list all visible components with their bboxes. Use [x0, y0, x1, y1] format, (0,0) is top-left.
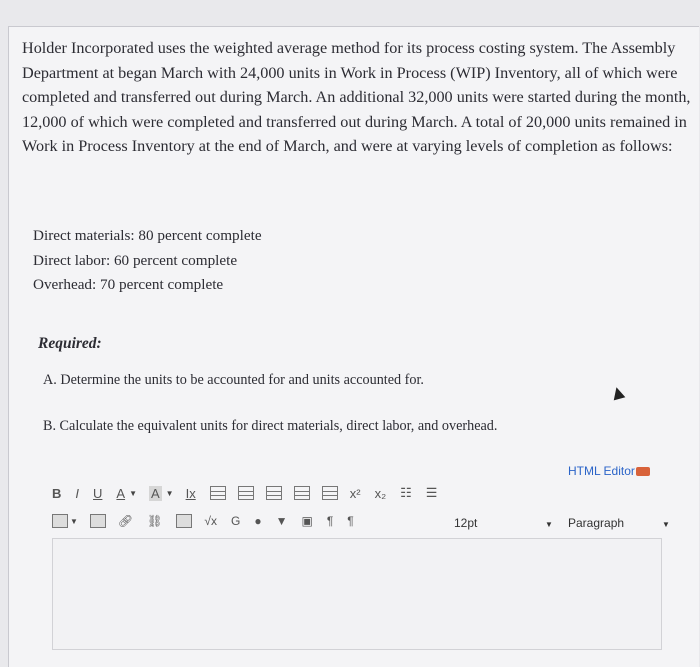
embed-icon[interactable]: ● [254, 514, 262, 528]
html-editor-toggle[interactable] [568, 464, 650, 478]
align-center-icon[interactable] [238, 486, 254, 500]
editor-toolbar-row2 [52, 514, 368, 528]
link-icon[interactable]: 🔗︎ [117, 514, 134, 528]
unlink-icon[interactable]: ⛓ [147, 514, 163, 528]
completion-direct-labor: Direct labor: 60 percent complete [33, 251, 238, 269]
paragraph-format-select[interactable]: Paragraph [568, 516, 625, 530]
part-b: B. Calculate the equivalent units for direct materials, direct labor, and overhead. [43, 418, 498, 434]
completion-overhead: Overhead: 70 percent complete [33, 276, 224, 293]
font-size-select[interactable]: 12pt [454, 516, 478, 530]
required-heading: Required: [38, 335, 102, 352]
font-size-dropdown-icon[interactable]: ▼ [545, 520, 553, 529]
highlight-dropdown-icon[interactable]: ▼ [165, 488, 174, 498]
completion-list [33, 224, 262, 298]
editor-toolbar-row1 [52, 485, 451, 501]
align-right-icon[interactable] [266, 486, 282, 500]
font-color-dropdown-icon[interactable]: ▼ [129, 488, 137, 498]
italic-button[interactable]: I [75, 485, 80, 501]
clear-format-button[interactable]: Ix [185, 485, 196, 501]
paragraph-rtl-button[interactable]: ¶ [347, 514, 354, 528]
question-intro: Holder Incorporated uses the weighted average method for its process costing system. The Assembly Department at began March with 24,000 units in Work in Process (WIP) Inventory, all of which were completed and transferred out during March. An additional 32,000 units were started during the month, 12,000 of which were completed and transferred out during March. A total of 20,000 units remained in Work in Process Inventory at the end of March, and were at varying levels of completion as follows: [22, 39, 691, 156]
anchor-icon[interactable]: G [230, 514, 241, 528]
completion-direct-materials: Direct materials: 80 percent complete [33, 227, 262, 244]
table-icon[interactable] [52, 514, 68, 528]
underline-button[interactable]: U [93, 485, 103, 501]
highlight-color-button[interactable]: A [151, 485, 160, 501]
paragraph-dropdown-icon[interactable]: ▼ [662, 520, 670, 529]
unordered-list-icon[interactable]: ☰ [425, 485, 438, 500]
media-icon[interactable]: ▣ [301, 514, 313, 528]
answer-text-area[interactable] [52, 538, 662, 650]
image-icon[interactable] [90, 514, 106, 528]
font-color-button[interactable]: A [116, 485, 126, 501]
outdent-icon[interactable] [294, 486, 310, 500]
indent-icon[interactable] [322, 486, 338, 500]
media-dropdown-icon[interactable]: ▼ [275, 514, 288, 528]
subscript-button[interactable]: x₂ [374, 485, 387, 501]
bold-button[interactable]: B [52, 485, 62, 501]
keyboard-icon [636, 467, 650, 476]
table-dropdown-icon[interactable]: ▼ [70, 516, 78, 526]
formula-button[interactable]: √x [204, 514, 217, 528]
paragraph-ltr-button[interactable]: ¶ [326, 514, 334, 528]
superscript-button[interactable]: x² [349, 485, 361, 501]
html-editor-label: HTML Editor [568, 464, 635, 478]
align-left-icon[interactable] [210, 486, 226, 500]
ordered-list-icon[interactable]: ☷ [400, 485, 412, 500]
part-a: A. Determine the units to be accounted for and units accounted for. [43, 372, 424, 388]
picture-icon[interactable] [176, 514, 192, 528]
